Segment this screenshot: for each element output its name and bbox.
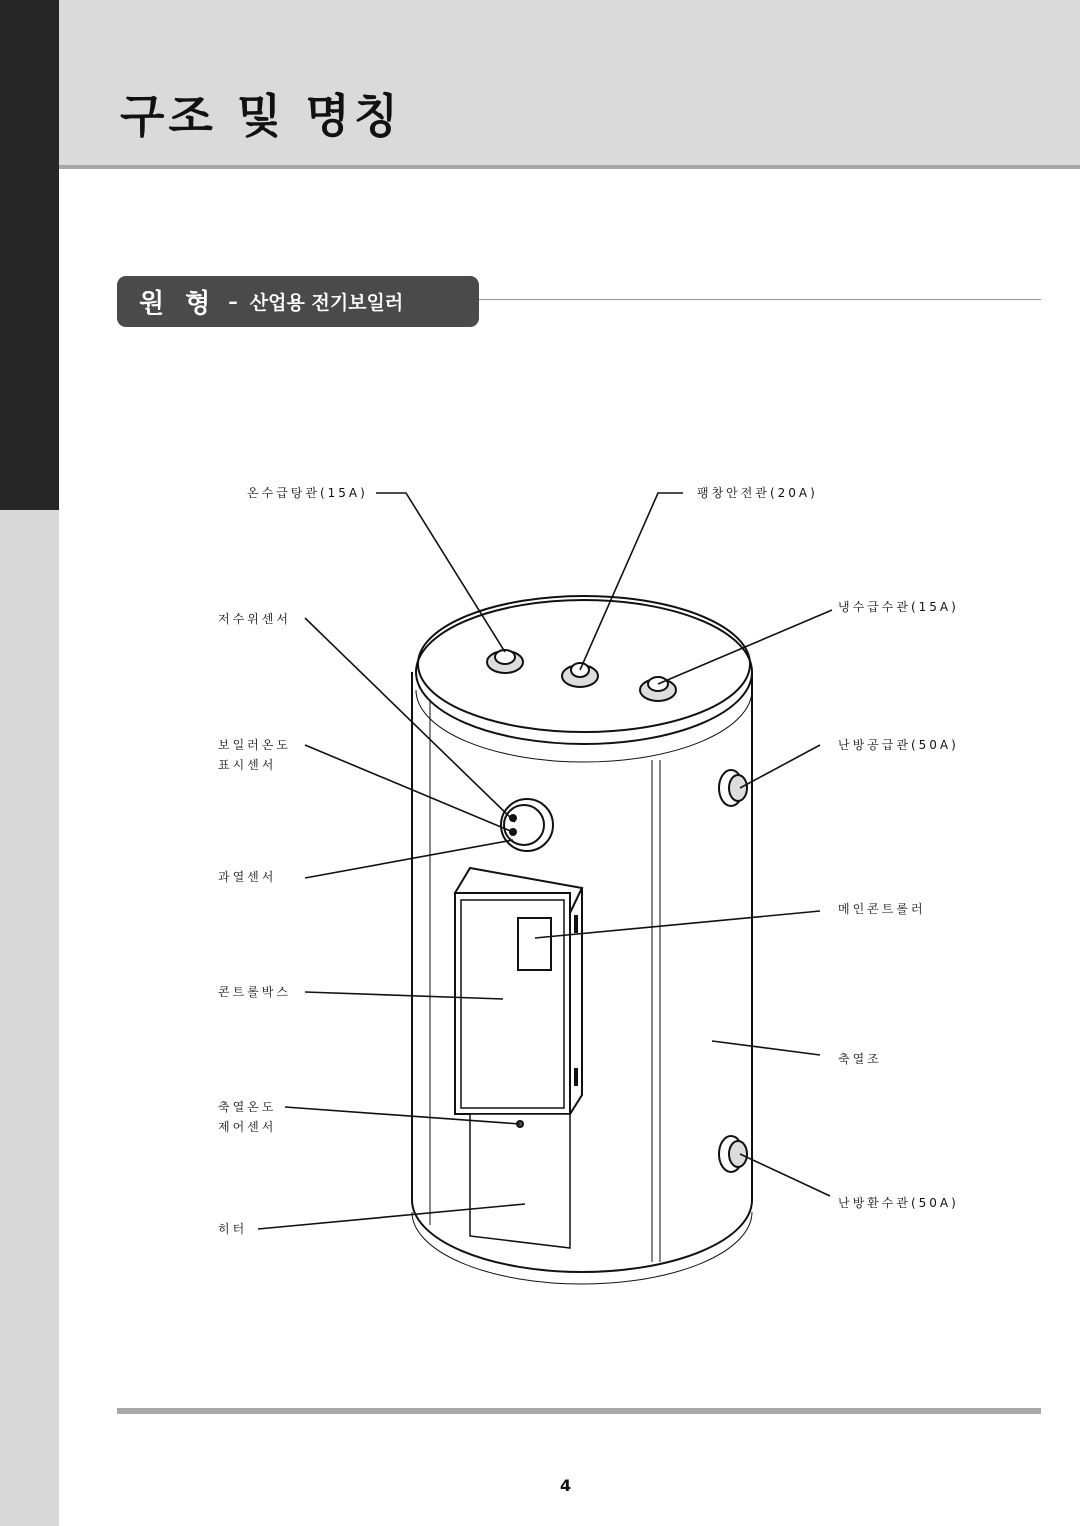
- label-heating-supply-pipe: 난방공급관(50A): [838, 738, 959, 752]
- label-main-controller: 메인콘트롤러: [838, 902, 926, 916]
- label-overheat-sensor: 과열센서: [218, 870, 277, 884]
- label-boiler-temp-sensor-1: 보일러온도: [218, 738, 291, 752]
- section-title: 원 형: [139, 289, 217, 319]
- label-cold-water-inlet: 냉수급수관(15A): [838, 600, 959, 614]
- label-heating-return-pipe: 난방환수관(50A): [838, 1196, 959, 1210]
- footer-divider: [117, 1408, 1041, 1414]
- label-heater: 히터: [218, 1222, 248, 1236]
- fitting-hot-water: [487, 650, 523, 673]
- label-storage-temp-sensor-2: 제어센서: [218, 1120, 277, 1134]
- page-number: 4: [560, 1476, 572, 1495]
- section-subtitle: 산업용 전기보일러: [249, 292, 404, 314]
- label-control-box: 콘트롤박스: [218, 985, 291, 999]
- label-storage-temp-sensor-1: 축열온도: [218, 1100, 277, 1114]
- label-expansion-safety-pipe: 팽창안전관(20A): [697, 486, 818, 500]
- label-storage-tank: 축열조: [838, 1052, 882, 1066]
- page-title: 구조 및 명칭: [120, 89, 403, 143]
- heater-plate: [470, 1114, 570, 1248]
- label-hot-water-outlet: 온수급탕관(15A): [247, 486, 368, 500]
- label-low-water-sensor: 저수위센서: [218, 612, 291, 626]
- control-box: [455, 868, 582, 1114]
- label-boiler-temp-sensor-2: 표시센서: [218, 758, 277, 772]
- section-dash: –: [228, 290, 238, 313]
- sensor-dial: [501, 799, 553, 851]
